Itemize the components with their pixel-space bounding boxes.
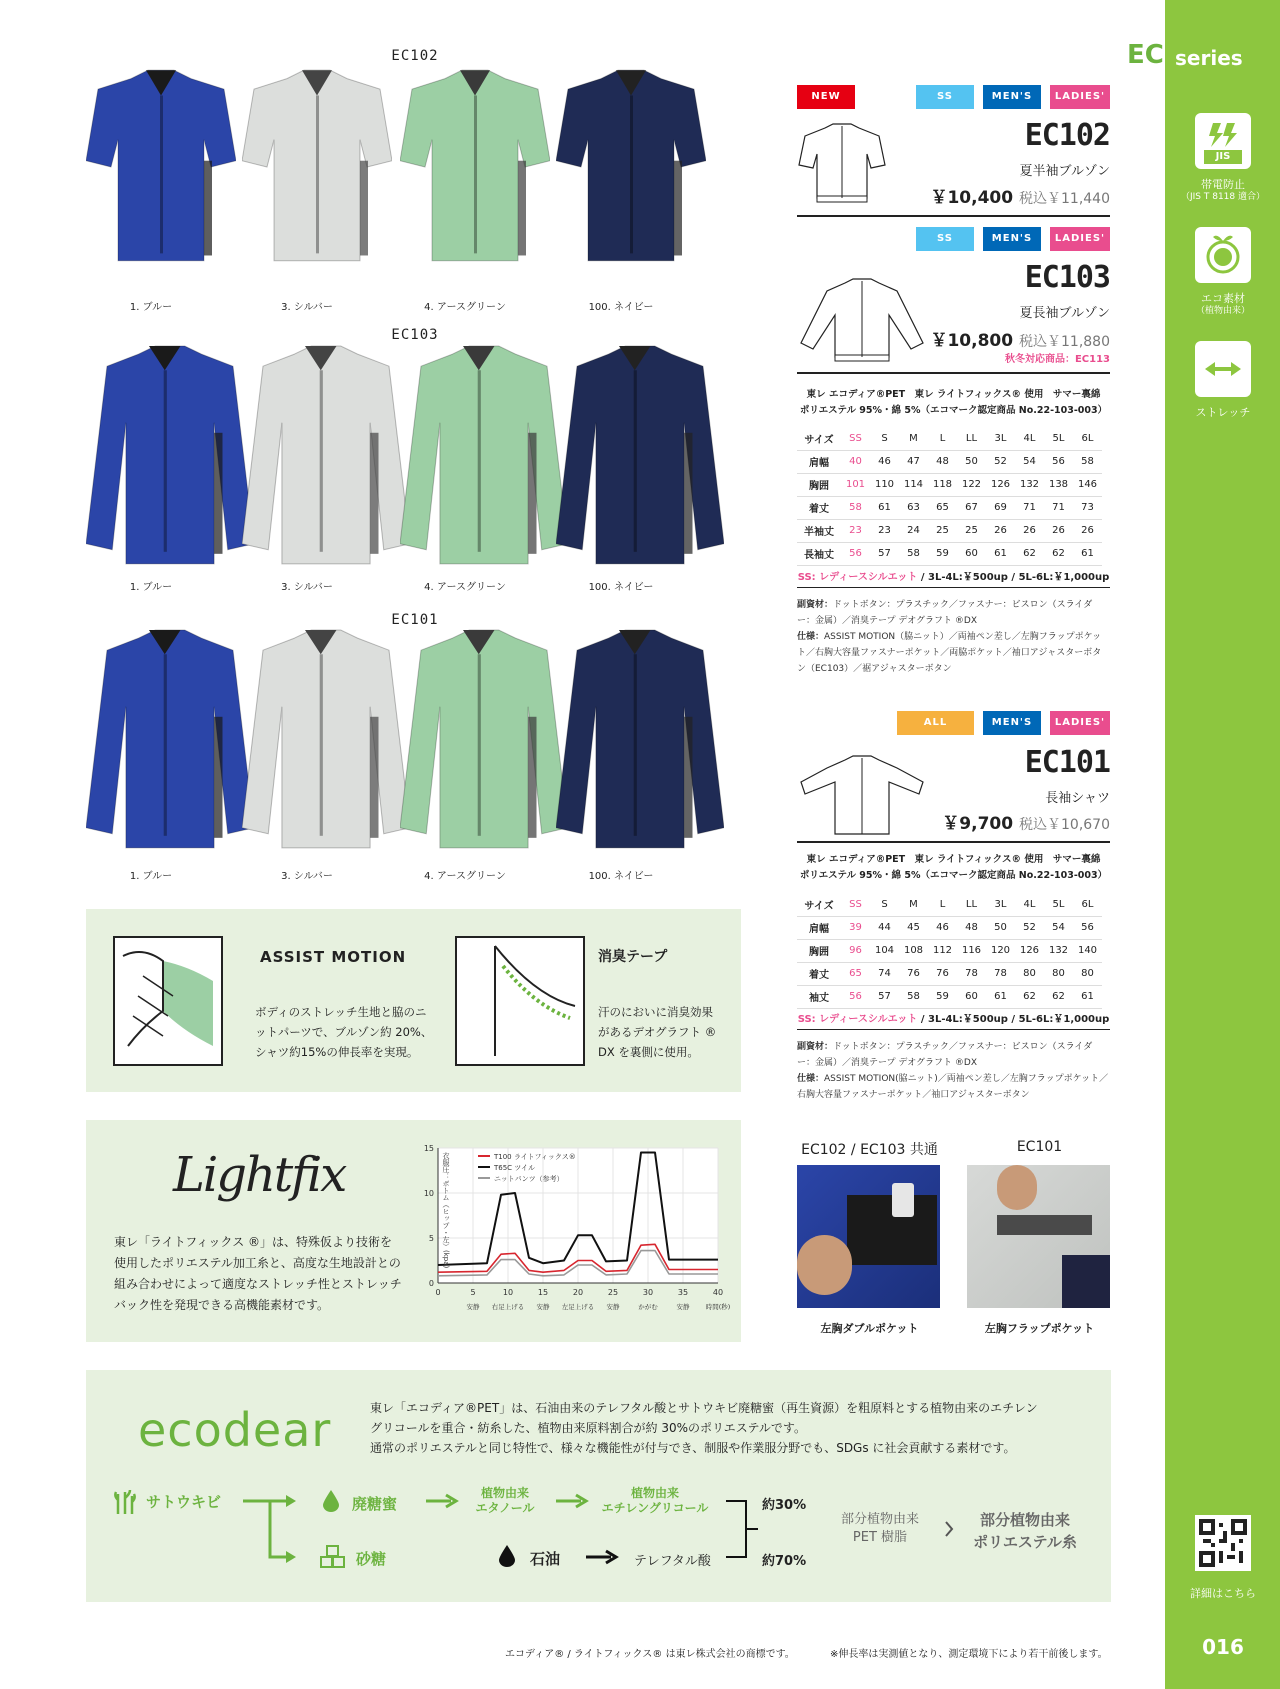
deodorant-body: 汗のにおいに消臭効果があるデオグラフト ® DX を裏側に使用。 (598, 1005, 717, 1059)
size-row-label: 肩幅 (797, 450, 841, 473)
size-note-1 (797, 568, 1110, 583)
size-cell: 5L (1044, 893, 1073, 916)
y-tick-label: 10 (423, 1189, 434, 1198)
size-cell: 140 (1073, 939, 1102, 962)
size-cell: 69 (986, 496, 1015, 519)
size-cell: 52 (986, 450, 1015, 473)
ecodear-line-1: 東レ「エコディア®PET」は、石油由来のテレフタル酸とサトウキビ廃糖蜜（再生資源）を粗原料とする植物由来のエチレン (370, 1401, 1038, 1415)
ec101-price-value: ￥9,700 (942, 814, 1014, 834)
shirt-ec103-navy (556, 342, 724, 574)
sub-materials-label-2: 副資材： (797, 1042, 834, 1052)
lightfix-pressure-chart (420, 1138, 730, 1318)
size-cell: 25 (957, 519, 986, 542)
badge-ladies-ec103: LADIES' (1050, 227, 1110, 251)
size-cell: 46 (928, 916, 957, 939)
ec101-price (942, 809, 1110, 834)
size-cell: 59 (928, 985, 957, 1008)
size-cell: 46 (870, 450, 899, 473)
ec103-price-value: ￥10,800 (930, 331, 1014, 351)
size-cell: 126 (1015, 939, 1044, 962)
size-cell: 78 (957, 962, 986, 985)
group-title-ec101: EC101 (391, 612, 439, 628)
size-cell: 58 (1073, 450, 1102, 473)
size-cell: 6L (1073, 427, 1102, 450)
page-number: 016 (1202, 1635, 1244, 1659)
x-tick-label: 0 (435, 1288, 441, 1297)
size-cell: 120 (986, 939, 1015, 962)
ec102-name: EC102 (1024, 118, 1110, 153)
shirt-ec103-green (400, 342, 568, 574)
size-cell: 4L (1015, 427, 1044, 450)
size-cell: 61 (1073, 542, 1102, 565)
caption-ec102-green: 4. アースグリーン (424, 302, 506, 313)
size-price-note-2: / 3L-4L:￥500up / 5L-6L:￥1,000up (920, 1014, 1110, 1025)
size-note-2 (797, 1010, 1110, 1025)
size-cell: 126 (986, 473, 1015, 496)
size-cell: 132 (1044, 939, 1073, 962)
size-row-label: サイズ (797, 427, 841, 450)
size-cell: 26 (1015, 519, 1044, 542)
ec103-season-note: 秋冬対応商品：EC113 (1004, 354, 1110, 365)
lightfix-logo[interactable]: Lightfix (173, 1147, 346, 1203)
x-tick-label: 20 (572, 1288, 584, 1297)
size-note-1-underline (797, 587, 1110, 588)
size-cell: 96 (841, 939, 870, 962)
y-tick-label: 0 (428, 1279, 434, 1288)
size-table-row (797, 939, 1102, 962)
size-cell: 116 (957, 939, 986, 962)
stretch-feature-tile (1195, 341, 1251, 397)
eco-feature-tile (1195, 227, 1251, 283)
x-tick-label: 35 (677, 1288, 689, 1297)
size-cell: 39 (841, 916, 870, 939)
size-cell: 104 (870, 939, 899, 962)
spec-text: ASSIST MOTION（脇ニット）／両袖ペン差し／左胸フラップポケット／右胸大容量ファスナーポケット／両脇ポケット／袖口アジャスターボタン（EC103）／裾アジャスターボタン (797, 632, 1102, 674)
size-cell: 61 (986, 985, 1015, 1008)
size-cell: 80 (1044, 962, 1073, 985)
size-table-row (797, 985, 1102, 1008)
ec103-rule (797, 372, 1110, 374)
shirt-ec102-green (400, 66, 550, 266)
size-cell: 54 (1015, 450, 1044, 473)
flow-sugar: 砂糖 (356, 1550, 387, 1568)
size-table-row (797, 519, 1102, 542)
badge-all-season: ALL SEASON (897, 711, 974, 735)
size-cell: 57 (870, 542, 899, 565)
size-row-label: 胸囲 (797, 473, 841, 496)
size-cell: 56 (1044, 450, 1073, 473)
size-cell: 48 (957, 916, 986, 939)
qr-pattern-icon (1199, 1519, 1247, 1567)
caption-ec103-navy: 100. ネイビー (588, 582, 654, 593)
size-cell: 50 (986, 916, 1015, 939)
phase-label: 安静 (606, 1303, 620, 1311)
size-cell: 74 (870, 962, 899, 985)
ec102-rule (797, 215, 1110, 217)
badge-ss: SS (916, 85, 974, 109)
material-line-2: ポリエステル 95%・綿 5%（エコマーク認定商品 No.22-103-003） (799, 405, 1108, 416)
ec102-price (930, 183, 1110, 208)
shirt-ec102-navy (556, 66, 706, 266)
size-cell: 65 (841, 962, 870, 985)
size-cell: 65 (928, 496, 957, 519)
series-code: EC (1127, 40, 1164, 70)
material-line-1: 東レ エコディア®PET 東レ ライトフィックス® 使用 サマー裏綿 (806, 389, 1101, 400)
size-cell: 47 (899, 450, 928, 473)
size-cell: 26 (1073, 519, 1102, 542)
flow-pct70: 約70% (762, 1554, 807, 1569)
petroleum-drop-icon (499, 1545, 515, 1567)
size-cell: 67 (957, 496, 986, 519)
size-cell: 50 (957, 450, 986, 473)
size-cell: 60 (957, 985, 986, 1008)
size-row-label: 肩幅 (797, 916, 841, 939)
flow-ethanol: 植物由来 エタノール (475, 1486, 535, 1515)
eco-sublabel: （植物由来） (1195, 306, 1250, 316)
assist-body: ボディのストレッチ生地と脇のニットパーツで、ブルゾン約 20%、シャツ約15%の伸長率を実現。 (255, 1005, 433, 1059)
size-cell: 101 (841, 473, 870, 496)
stretch-label: ストレッチ (1195, 406, 1251, 419)
size-cell: 59 (928, 542, 957, 565)
size-row-label: 着丈 (797, 962, 841, 985)
shirt-ec101-silver (242, 626, 410, 858)
badge-mens: MEN'S (983, 85, 1041, 109)
material-line-2-ec101: ポリエステル 95%・綿 5%（エコマーク認定商品 No.22-103-003） (799, 870, 1108, 881)
flow-terephthalic-acid: テレフタル酸 (634, 1554, 711, 1569)
ec103-price (930, 326, 1110, 351)
size-cell: LL (957, 893, 986, 916)
size-cell: 26 (1044, 519, 1073, 542)
size-cell: 24 (899, 519, 928, 542)
spec-1 (797, 629, 1110, 677)
lightfix-body: 東レ「ライトフィックス ®」は、特殊仮より技術を使用したポリエステル加工糸と、高度な生地設計との組み合わせによって適度なストレッチ性とストレッチバック性を発現できる高機能素材です。 (114, 1235, 402, 1312)
caption-ec103-green: 4. アースグリーン (424, 582, 506, 593)
size-row-label: 半袖丈 (797, 519, 841, 542)
x-tick-label: 30 (642, 1288, 654, 1297)
shirt-ec103-blue (86, 342, 254, 574)
sub-materials-1 (797, 597, 1110, 629)
size-cell: SS (841, 893, 870, 916)
size-cell: 62 (1044, 985, 1073, 1008)
caption-ec101-silver: 3. シルバー (281, 871, 333, 882)
phase-label: 安静 (536, 1303, 550, 1311)
size-cell: 76 (928, 962, 957, 985)
phase-label: 時間(秒) (705, 1303, 730, 1311)
size-cell: S (870, 893, 899, 916)
ec103-name: EC103 (1024, 260, 1110, 295)
ec101-tax-price: 税込￥10,670 (1019, 817, 1110, 833)
qr-code[interactable] (1195, 1515, 1251, 1571)
size-cell: 60 (957, 542, 986, 565)
molasses-drop-icon (323, 1490, 339, 1512)
size-cell: 78 (986, 962, 1015, 985)
badge-ladies: LADIES' (1050, 85, 1110, 109)
size-cell: 5L (1044, 427, 1073, 450)
size-cell: SS (841, 427, 870, 450)
badge-ladies-ec101: LADIES' (1050, 711, 1110, 735)
size-table-row (797, 450, 1102, 473)
size-cell: 132 (1015, 473, 1044, 496)
phase-label: 右足上げる (491, 1303, 525, 1311)
ec103-desc: 夏長袖ブルゾン (1019, 306, 1110, 321)
legend-label-0: T100 ライトフィックス® (494, 1153, 576, 1161)
eco-label: エコ素材 (1201, 292, 1245, 305)
ecodear-line-2: グリコールを重合・紡糸した、植物由来原料割合が約 30%のポリエステルです。 (370, 1421, 806, 1435)
size-cell: 114 (899, 473, 928, 496)
deodorant-tape-illustration (455, 936, 585, 1066)
size-cell: 108 (899, 939, 928, 962)
detail-left-caption: 左胸ダブルポケット (820, 1322, 919, 1335)
shirt-ec103-silver (242, 342, 410, 574)
shirt-ec101-navy (556, 626, 724, 858)
footer-trademark: エコディア® / ライトフィックス® は東レ株式会社の商標です。 (505, 1649, 795, 1660)
size-cell: 48 (928, 450, 957, 473)
ss-silhouette-note-2: SS: レディースシルエット (797, 1014, 918, 1025)
sub-materials-text-2: ドットボタン：プラスチック／ファスナー：ビスロン（スライダー：金属）／消臭テープ デオグラフト ®DX (797, 1042, 1093, 1068)
size-cell: 45 (899, 916, 928, 939)
y-tick-label: 15 (423, 1144, 434, 1153)
size-table-row (797, 473, 1102, 496)
size-cell: 56 (841, 542, 870, 565)
ec102-desc: 夏半袖ブルゾン (1019, 164, 1110, 179)
x-tick-label: 25 (607, 1288, 619, 1297)
ec101-rule (797, 841, 1110, 843)
eco-plant-icon (1195, 227, 1251, 283)
sugarcane-icon (114, 1490, 136, 1514)
spec-2 (797, 1071, 1110, 1103)
detail-left-title: EC102 / EC103 共通 (801, 1142, 938, 1158)
assist-motion-illustration (113, 936, 223, 1066)
sub-materials-text: ドットボタン：プラスチック／ファスナー：ビスロン（スライダー：金属）／消臭テープ デオグラフト ®DX (797, 600, 1093, 626)
shirt-ec102-blue (86, 66, 236, 266)
series-header (1125, 40, 1280, 80)
qr-label[interactable]: 詳細はこちら (1190, 1587, 1256, 1600)
material-line-1-ec101: 東レ エコディア®PET 東レ ライトフィックス® 使用 サマー裏綿 (806, 854, 1101, 865)
size-cell: 56 (841, 985, 870, 1008)
size-row-label: 長袖丈 (797, 542, 841, 565)
size-row-label: サイズ (797, 893, 841, 916)
size-cell: 56 (1073, 916, 1102, 939)
phase-label: 安静 (466, 1303, 480, 1311)
size-cell: 138 (1044, 473, 1073, 496)
size-row-label: 胸囲 (797, 939, 841, 962)
size-table-header (797, 893, 1102, 916)
caption-ec103-silver: 3. シルバー (281, 582, 333, 593)
size-cell: 58 (899, 542, 928, 565)
size-cell: 23 (870, 519, 899, 542)
spec-text-2: ASSIST MOTION(脇ニット)／両袖ペン差し／左胸フラップポケット／右胸大容量ファスナーポケット／袖口アジャスターボタン (797, 1074, 1109, 1100)
ec101-desc: 長袖シャツ (1045, 791, 1110, 806)
jis-badge: JIS (1204, 150, 1242, 164)
size-table-row (797, 542, 1102, 565)
ec101-flat-drawing (797, 752, 927, 840)
size-cell: L (928, 427, 957, 450)
size-row-label: 着丈 (797, 496, 841, 519)
phase-label: かがむ (638, 1303, 658, 1311)
ec103-flat-drawing (797, 275, 927, 367)
size-cell: L (928, 893, 957, 916)
x-tick-label: 10 (502, 1288, 514, 1297)
x-tick-label: 5 (470, 1288, 476, 1297)
sugar-cubes-icon (320, 1545, 346, 1569)
size-cell: 63 (899, 496, 928, 519)
flow-pet-resin: 部分植物由来 PET 樹脂 (840, 1512, 919, 1545)
size-cell: 26 (986, 519, 1015, 542)
x-tick-label: 40 (712, 1288, 724, 1297)
size-cell: 71 (1015, 496, 1044, 519)
phase-label: 安静 (676, 1303, 690, 1311)
flow-ethylene-glycol: 植物由来 エチレングリコール (601, 1486, 709, 1515)
size-row-label: 袖丈 (797, 985, 841, 1008)
size-cell: 3L (986, 427, 1015, 450)
flow-molasses: 廃糖蜜 (352, 1495, 398, 1513)
size-cell: 3L (986, 893, 1015, 916)
assist-title: ASSIST MOTION (260, 948, 407, 966)
size-cell: 40 (841, 450, 870, 473)
badge-mens-ec101: MEN'S (983, 711, 1041, 735)
spec-label: 仕様： (797, 632, 825, 642)
size-cell: M (899, 893, 928, 916)
legend-label-2: ニットパンツ（参考） (494, 1175, 564, 1183)
group-title-ec102: EC102 (391, 48, 439, 64)
size-cell: 58 (841, 496, 870, 519)
size-note-2-underline (797, 1029, 1110, 1030)
ec102-tax-price: 税込￥11,440 (1019, 191, 1110, 207)
size-table-row (797, 916, 1102, 939)
size-cell: 25 (928, 519, 957, 542)
flow-pct30: 約30% (762, 1498, 807, 1513)
size-cell: 73 (1073, 496, 1102, 519)
size-cell: 110 (870, 473, 899, 496)
footer-note: ※伸長率は実測値となり、測定環境下により若干前後します。 (830, 1649, 1108, 1660)
caption-ec101-navy: 100. ネイビー (588, 871, 654, 882)
badge-ss-ec103: SS (916, 227, 974, 251)
x-tick-label: 15 (537, 1288, 549, 1297)
caption-ec102-silver: 3. シルバー (281, 302, 333, 313)
badge-new: NEW (797, 85, 855, 109)
ss-silhouette-note: SS: レディースシルエット (797, 572, 918, 583)
phase-label: 左足上げる (561, 1303, 595, 1311)
size-cell: 52 (1015, 916, 1044, 939)
detail-right-title: EC101 (1016, 1139, 1063, 1155)
shirt-ec101-blue (86, 626, 254, 858)
size-cell: 62 (1015, 542, 1044, 565)
size-cell: 80 (1015, 962, 1044, 985)
size-cell: 146 (1073, 473, 1102, 496)
series-word: series (1175, 46, 1243, 70)
flow-petroleum: 石油 (530, 1550, 561, 1568)
size-cell: 44 (870, 916, 899, 939)
size-cell: 112 (928, 939, 957, 962)
size-cell: 80 (1073, 962, 1102, 985)
legend-label-1: T65C ツイル (494, 1164, 535, 1172)
size-table-row (797, 962, 1102, 985)
size-table-ec101 (797, 893, 1102, 1009)
size-table-ec102-ec103 (797, 427, 1102, 566)
size-cell: 61 (986, 542, 1015, 565)
spec-label-2: 仕様： (797, 1074, 825, 1084)
size-cell: 122 (957, 473, 986, 496)
sub-materials-label: 副資材： (797, 600, 834, 610)
ecodear-logo[interactable]: ecodear (138, 1403, 332, 1457)
size-cell: 23 (841, 519, 870, 542)
flow-polyester-yarn: 部分植物由来 ポリエステル糸 (973, 1511, 1077, 1551)
size-cell: 62 (1044, 542, 1073, 565)
detail-right-caption: 左胸フラップポケット (984, 1322, 1095, 1335)
size-cell: M (899, 427, 928, 450)
size-cell: 57 (870, 985, 899, 1008)
size-cell: 61 (870, 496, 899, 519)
ec102-price-value: ￥10,400 (930, 188, 1014, 208)
size-cell: 6L (1073, 893, 1102, 916)
sub-materials-2 (797, 1039, 1110, 1071)
detail-photo-flap-pocket (967, 1165, 1110, 1308)
caption-ec101-blue: 1. ブルー (129, 871, 173, 882)
stretch-arrows-icon (1195, 341, 1251, 397)
detail-photo-double-pocket (797, 1165, 940, 1308)
badge-mens-ec103: MEN'S (983, 227, 1041, 251)
size-cell: 76 (899, 962, 928, 985)
size-cell: LL (957, 427, 986, 450)
size-cell: 118 (928, 473, 957, 496)
ec103-tax-price: 税込￥11,880 (1019, 334, 1110, 350)
size-table-row (797, 496, 1102, 519)
caption-ec103-blue: 1. ブルー (129, 582, 173, 593)
y-axis-label: 衣服圧：ボトム（ヒップ・左）(kpa) (442, 1152, 450, 1269)
size-cell: S (870, 427, 899, 450)
jis-sublabel: （JIS T 8118 適合） (1180, 192, 1265, 202)
size-cell: 71 (1044, 496, 1073, 519)
jis-feature-tile (1195, 113, 1251, 169)
size-table-header (797, 427, 1102, 450)
shirt-ec101-green (400, 626, 568, 858)
size-cell: 4L (1015, 893, 1044, 916)
jis-label: 帯電防止 (1201, 178, 1245, 191)
ec102-flat-drawing (797, 120, 887, 208)
flow-sugarcane: サトウキビ (146, 1493, 222, 1511)
size-cell: 54 (1044, 916, 1073, 939)
group-title-ec103: EC103 (391, 327, 439, 343)
size-cell: 61 (1073, 985, 1102, 1008)
caption-ec102-navy: 100. ネイビー (588, 302, 654, 313)
caption-ec101-green: 4. アースグリーン (424, 871, 506, 882)
size-cell: 58 (899, 985, 928, 1008)
size-cell: 62 (1015, 985, 1044, 1008)
ec101-name: EC101 (1024, 745, 1110, 780)
deodorant-title: 消臭テープ (598, 949, 668, 965)
caption-ec102-blue: 1. ブルー (129, 302, 173, 313)
y-tick-label: 5 (428, 1234, 434, 1243)
ecodear-line-3: 通常のポリエステルと同じ特性で、様々な機能性が付与でき、制服や作業服分野でも、SDGs に社会貢献する素材です。 (370, 1441, 1016, 1455)
shirt-ec102-silver (242, 66, 392, 266)
size-price-note: / 3L-4L:￥500up / 5L-6L:￥1,000up (920, 572, 1110, 583)
